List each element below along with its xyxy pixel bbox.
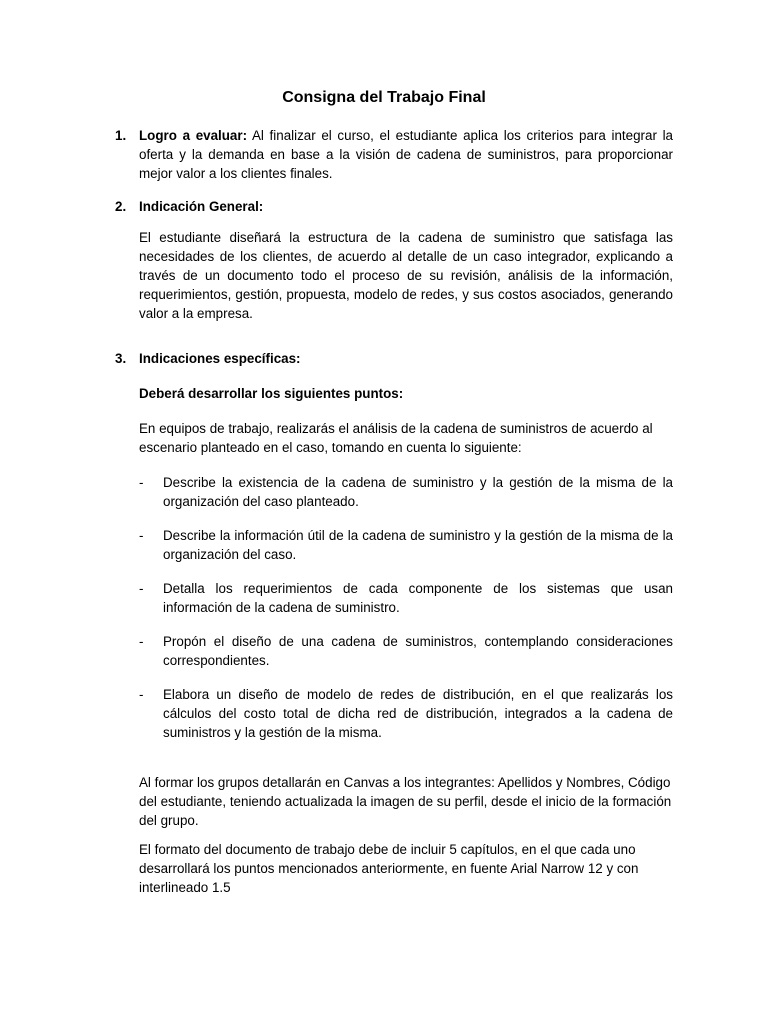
page-title: Consigna del Trabajo Final xyxy=(282,89,486,106)
list-item xyxy=(139,526,673,564)
bullet-dash: - xyxy=(139,581,144,596)
list-item xyxy=(139,685,673,742)
section-intro: En equipos de trabajo, realizarás el análisis de la cadena de suministros de acuerdo al escenario planteado en el caso, tomando en cuenta lo siguiente: xyxy=(139,421,653,455)
list-item-text: Elabora un diseño de modelo de redes de distribución, en el que realizarás los cálculos del costo total de dicha red de distribución, integrados a la cadena de suministros y la gestión de la misma. xyxy=(163,687,673,740)
section-heading: Logro a evaluar: xyxy=(139,128,248,143)
bullet-dash: - xyxy=(139,475,144,490)
list-item-text: Propón el diseño de una cadena de suministros, contemplando consideraciones correspondientes. xyxy=(163,634,673,668)
section-text: El estudiante diseñará la estructura de la cadena de suministro que satisfaga las necesidades de los clientes, de acuerdo al detalle de un caso integrador, explicando a través de un documento todo el proceso de su revisión, análisis de la información, requerimientos, gestión, propuesta, modelo de redes, y sus costos asociados, generando valor a la empresa. xyxy=(139,230,673,321)
list-item xyxy=(139,473,673,511)
section-heading: Indicaciones específicas: xyxy=(139,351,301,366)
section-indicaciones-especificas xyxy=(115,349,673,368)
closing-paragraph: El formato del documento de trabajo debe de incluir 5 capítulos, en el que cada uno desarrollará los puntos mencionados anteriormente, en fuente Arial Narrow 12 y con interlineado 1.5 xyxy=(139,842,639,895)
section-text: Al finalizar el curso, el estudiante aplica los criterios para integrar la oferta y la demanda en base a la visión de cadena de suministros, para proporcionar mejor valor a los clientes finales. xyxy=(139,128,673,181)
section-number: 2. xyxy=(115,199,127,214)
section-number: 1. xyxy=(115,128,127,143)
section-indicacion-general xyxy=(115,197,673,216)
section-logro xyxy=(115,126,673,183)
section-body xyxy=(139,126,673,183)
list-item xyxy=(139,579,673,617)
list-item-text: Describe la información útil de la cadena de suministro y la gestión de la misma de la organización del caso. xyxy=(163,528,673,562)
section-heading: Indicación General: xyxy=(139,199,264,214)
section-subheading: Deberá desarrollar los siguientes puntos: xyxy=(139,386,404,401)
list-item xyxy=(139,632,673,670)
list-item-text: Describe la existencia de la cadena de suministro y la gestión de la misma de la organización del caso planteado. xyxy=(163,475,673,509)
bullet-dash: - xyxy=(139,528,144,543)
bullet-dash: - xyxy=(139,687,144,702)
section-number: 3. xyxy=(115,351,127,366)
closing-paragraph: Al formar los grupos detallarán en Canvas a los integrantes: Apellidos y Nombres, Código del estudiante, teniendo actualizada la imagen de su perfil, desde el inicio de la formación del grupo. xyxy=(139,775,672,828)
bullet-dash: - xyxy=(139,634,144,649)
list-item-text: Detalla los requerimientos de cada componente de los sistemas que usan información de la cadena de suministro. xyxy=(163,581,673,615)
